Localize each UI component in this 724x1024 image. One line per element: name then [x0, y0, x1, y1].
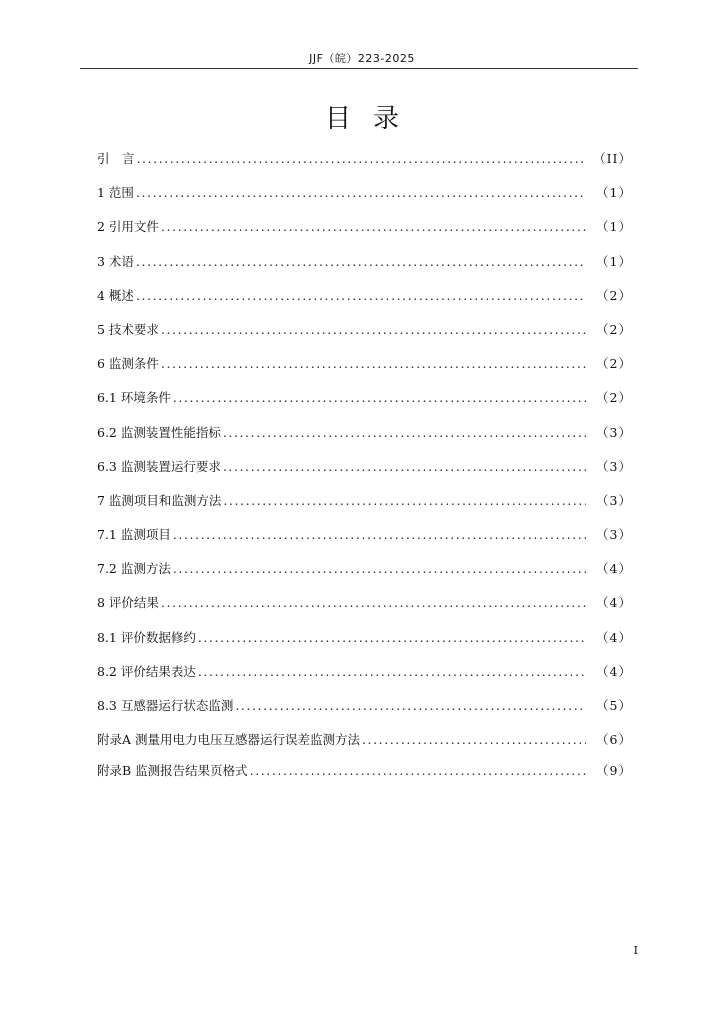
toc-entry[interactable]: [97, 217, 632, 251]
toc-entry-label: 2 引用文件: [97, 219, 159, 235]
toc-entry-label: 8.3 互感器运行状态监测: [97, 698, 234, 713]
toc-dot-leader: [173, 525, 586, 545]
table-of-contents: [97, 149, 632, 792]
toc-entry-label: 8.2 评价结果表达: [97, 663, 196, 679]
toc-entry-page: （3）: [596, 527, 632, 543]
toc-dot-leader: [223, 423, 586, 443]
toc-dot-leader: [198, 628, 586, 648]
toc-entry-page: （1）: [596, 253, 632, 269]
toc-entry-page: （3）: [596, 424, 632, 440]
toc-dot-leader: [136, 252, 586, 272]
toc-dot-leader: [136, 183, 586, 203]
toc-entry-label: 附录A 测量用电力电压互感器运行误差监测方法: [97, 732, 361, 748]
toc-entry[interactable]: [97, 662, 632, 696]
toc-entry[interactable]: [97, 761, 632, 792]
toc-entry-page: （3）: [596, 492, 632, 508]
toc-dot-leader: [223, 491, 586, 511]
toc-dot-leader: [161, 593, 586, 613]
toc-entry[interactable]: [97, 593, 632, 627]
toc-entry-page: （9）: [596, 763, 632, 779]
toc-entry-label: 6 监测条件: [97, 356, 159, 372]
toc-entry[interactable]: [97, 696, 632, 730]
toc-dot-leader: [161, 320, 586, 340]
toc-entry-label: 6.3 监测装置运行要求: [97, 458, 221, 474]
toc-entry[interactable]: [97, 354, 632, 388]
toc-dot-leader: [136, 286, 586, 306]
toc-entry-label: 7.1 监测项目: [97, 527, 171, 543]
toc-entry-page: （4）: [596, 663, 632, 679]
toc-dot-leader: [198, 662, 586, 682]
toc-dot-leader: [235, 696, 586, 716]
toc-entry-page: （1）: [596, 185, 632, 201]
toc-entry-label: 6.2 监测装置性能指标: [97, 424, 221, 440]
toc-entry-page: （4）: [596, 629, 632, 645]
toc-entry[interactable]: [97, 320, 632, 354]
toc-entry[interactable]: [97, 252, 632, 286]
toc-entry-label: 引 言: [97, 151, 135, 166]
toc-dot-leader: [362, 730, 586, 750]
toc-entry-label: 5 技术要求: [97, 321, 159, 337]
toc-entry-page: （4）: [596, 595, 632, 611]
toc-dot-leader: [137, 149, 584, 169]
toc-entry-label: 3 术语: [97, 253, 134, 269]
toc-entry[interactable]: [97, 149, 632, 183]
toc-entry[interactable]: [97, 183, 632, 217]
toc-entry-page: （5）: [596, 698, 632, 713]
toc-dot-leader: [161, 217, 586, 237]
toc-entry[interactable]: [97, 457, 632, 491]
toc-entry-page: （2）: [596, 390, 632, 406]
toc-entry-page: （2）: [596, 321, 632, 337]
toc-entry[interactable]: [97, 423, 632, 457]
toc-entry[interactable]: [97, 286, 632, 320]
toc-entry-label: 8 评价结果: [97, 595, 159, 611]
toc-entry-page: （1）: [596, 219, 632, 235]
document-code-header: JJF（皖）223-2025: [309, 52, 415, 65]
toc-entry[interactable]: [97, 559, 632, 593]
toc-entry[interactable]: [97, 525, 632, 559]
toc-entry-page: （2）: [596, 287, 632, 303]
toc-dot-leader: [223, 457, 586, 477]
toc-dot-leader: [173, 559, 586, 579]
toc-entry[interactable]: [97, 388, 632, 422]
toc-entry[interactable]: [97, 628, 632, 662]
toc-dot-leader: [173, 388, 586, 408]
toc-entry-page: （3）: [596, 458, 632, 474]
toc-entry-page: （2）: [596, 356, 632, 372]
toc-entry-page: （6）: [596, 732, 632, 748]
toc-entry-label: 4 概述: [97, 287, 134, 303]
toc-entry-label: 8.1 评价数据修约: [97, 629, 196, 645]
header-divider: [80, 68, 638, 69]
toc-entry[interactable]: [97, 730, 632, 761]
toc-entry-label: 附录B 监测报告结果页格式: [97, 763, 248, 779]
toc-entry-page: （II）: [593, 151, 632, 166]
toc-entry-label: 6.1 环境条件: [97, 390, 171, 406]
toc-dot-leader: [250, 761, 586, 781]
toc-entry-label: 7 监测项目和监测方法: [97, 492, 222, 508]
page-title: 目录: [324, 104, 421, 134]
toc-entry-page: （4）: [596, 561, 632, 577]
page-number: I: [633, 944, 638, 957]
toc-entry-label: 1 范围: [97, 185, 134, 201]
toc-entry-label: 7.2 监测方法: [97, 561, 171, 577]
toc-dot-leader: [161, 354, 586, 374]
toc-entry[interactable]: [97, 491, 632, 525]
